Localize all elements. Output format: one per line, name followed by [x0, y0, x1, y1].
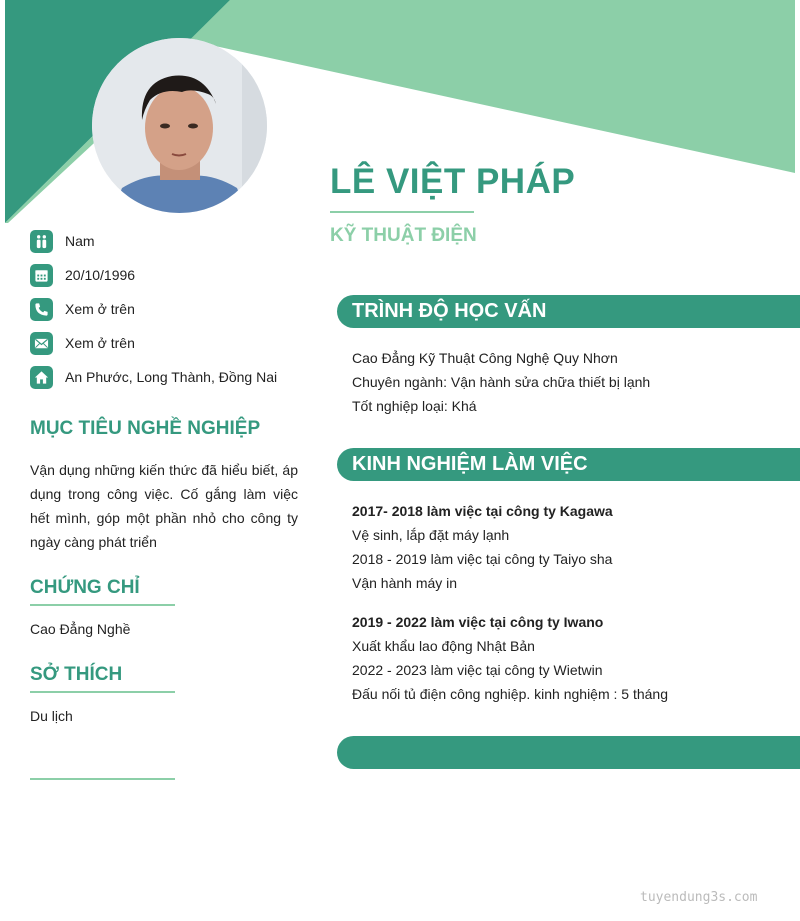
address-value: An Phước, Long Thành, Đồng Nai: [65, 369, 278, 385]
experience-line: Đấu nối tủ điện công nghiệp. kinh nghiệm : 5 tháng: [352, 686, 669, 702]
gender-value: Nam: [65, 233, 95, 249]
info-phone: [30, 292, 277, 326]
info-birthday: [30, 258, 277, 292]
watermark: tuyendung3s.com: [640, 890, 758, 905]
phone-icon: [30, 298, 53, 321]
objective-text: Vận dụng những kiến thức đã hiểu biết, áp dụng trong công việc. Cố gắng làm việc hết mình, góp một phần nhỏ cho công ty ngày càng phát triển: [30, 462, 298, 550]
email-value: Xem ở trên: [65, 335, 135, 351]
education-line: Tốt nghiệp loại: Khá: [352, 398, 477, 414]
certificates-underline: [30, 604, 175, 606]
education-line: Chuyên ngành: Vận hành sửa chữa thiết bị lạnh: [352, 374, 651, 390]
experience-heading: 2019 - 2022 làm việc tại công ty Iwano: [352, 614, 604, 630]
certificates-title: CHỨNG CHỈ: [30, 577, 140, 598]
phone-value: Xem ở trên: [65, 301, 135, 317]
hobby-item: Du lịch: [30, 708, 73, 724]
calendar-icon: [30, 264, 53, 287]
experience-line: 2018 - 2019 làm việc tại công ty Taiyo sha: [352, 551, 613, 567]
gender-icon: [30, 230, 53, 253]
education-header: [337, 295, 800, 328]
experience-line: 2022 - 2023 làm việc tại công ty Wietwin: [352, 662, 603, 678]
hobbies-title: SỞ THÍCH: [30, 664, 123, 685]
experience-line: Vận hành máy in: [352, 575, 458, 591]
education-line: Cao Đẳng Kỹ Thuật Công Nghệ Quy Nhơn: [352, 350, 618, 366]
left-column-divider: [30, 778, 175, 780]
experience-line: Xuất khẩu lao động Nhật Bản: [352, 638, 535, 654]
info-gender: [30, 224, 277, 258]
experience-title: KINH NGHIỆM LÀM VIỆC: [352, 453, 588, 475]
info-email: [30, 326, 277, 360]
objective-title: MỤC TIÊU NGHỀ NGHIỆP: [30, 418, 261, 439]
name-underline: [330, 211, 474, 213]
certificate-item: Cao Đẳng Nghề: [30, 621, 131, 637]
birthday-value: 20/10/1996: [65, 267, 136, 283]
candidate-name: LÊ VIỆT PHÁP: [330, 162, 576, 201]
job-title: KỸ THUẬT ĐIỆN: [330, 225, 477, 246]
education-title: TRÌNH ĐỘ HỌC VẤN: [352, 300, 547, 322]
experience-heading: 2017- 2018 làm việc tại công ty Kagawa: [352, 503, 613, 519]
experience-line: Vệ sinh, lắp đặt máy lạnh: [352, 527, 510, 543]
experience-header: [337, 448, 800, 481]
empty-section-header: [337, 736, 800, 769]
info-address: [30, 360, 277, 394]
hobbies-underline: [30, 691, 175, 693]
personal-info: [30, 224, 277, 394]
email-icon: [30, 332, 53, 355]
avatar: [92, 38, 267, 213]
home-icon: [30, 366, 53, 389]
